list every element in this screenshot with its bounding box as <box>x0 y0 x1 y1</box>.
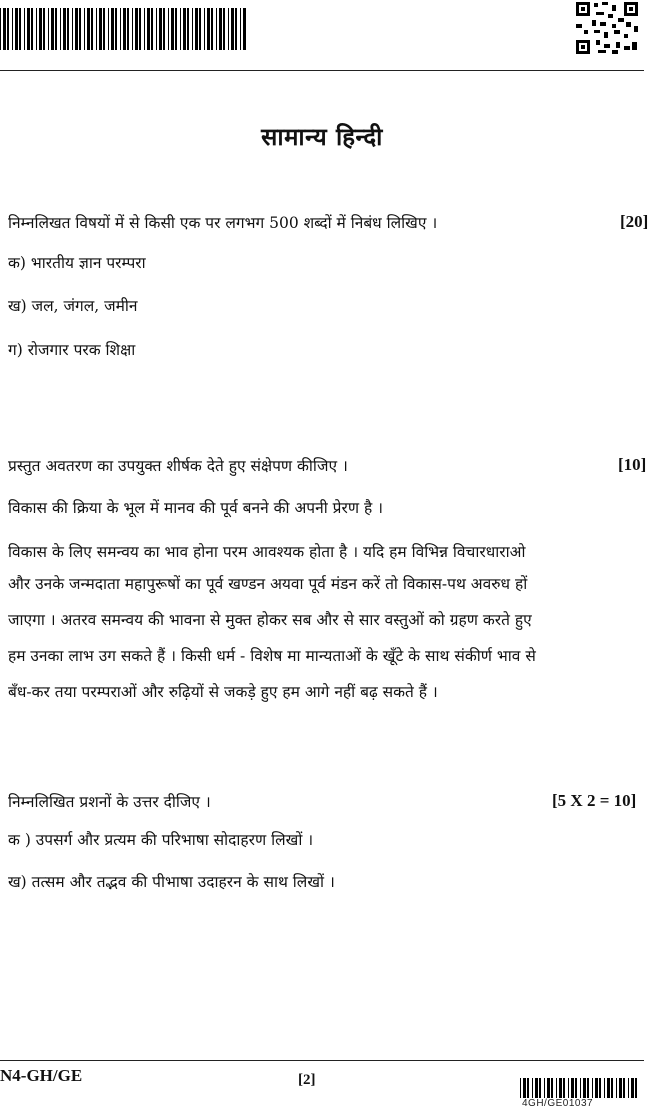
question-1-option: क) भारतीय ज्ञान परम्परा <box>8 254 146 272</box>
top-barcode <box>0 8 250 50</box>
question-2-prompt: प्रस्तुत अवतरण का उपयुक्त शीर्षक देते हुए संक्षेपण कीजिए । <box>8 457 348 475</box>
barcode-text: 4GH/GE01037 <box>522 1098 594 1109</box>
page-number: [2] <box>298 1072 316 1088</box>
passage-line: बँध-कर तया परम्पराओं और रुढ़ियों से जकड़े हुए हम आगे नहीं बढ़ सकते हैं । <box>8 683 438 701</box>
question-1-prompt: निम्नलिखत विषयों में से किसी एक पर लगभग 500 शब्दों में निबंध लिखिए । <box>8 214 438 232</box>
bottom-barcode <box>520 1078 642 1098</box>
question-3-marks: [5 X 2 = 10] <box>552 791 637 810</box>
passage-line: और उनके जन्मदाता महापुरूषों का पूर्व खण्डन अयवा पूर्व मंडन करें तो विकास-पथ अवरुध हों <box>8 575 528 593</box>
paper-code: N4-GH/GE <box>0 1066 83 1085</box>
passage-line: विकास के लिए समन्वय का भाव होना परम आवश्यक होता है । यदि हम विभिन्न विचारधाराओ <box>8 543 526 561</box>
question-1-option: ख) जल, जंगल, जमीन <box>8 297 138 315</box>
passage-line: जाएगा । अतरव समन्वय की भावना से मुक्त होकर सब और से सार वस्तुओं को ग्रहण करते हुए <box>8 611 532 629</box>
header-divider <box>0 70 644 71</box>
question-3-item: क ) उपसर्ग और प्रत्यम की परिभाषा सोदाहरण लिखों । <box>8 831 314 849</box>
footer-divider <box>0 1060 644 1061</box>
question-1-marks: [20] <box>620 212 648 231</box>
question-3-prompt: निम्नलिखित प्रशनों के उत्तर दीजिए । <box>8 793 211 811</box>
page-title: सामान्य हिन्दी <box>261 122 383 151</box>
question-3-item: ख) तत्सम और तद्भव की पीभाषा उदाहरन के साथ लिखों । <box>8 873 335 891</box>
question-2-marks: [10] <box>618 455 647 474</box>
passage-line: विकास की क्रिया के भूल में मानव की पूर्व बनने की अपनी प्रेरण है । <box>8 499 383 517</box>
passage-line: हम उनका लाभ उग सकते हैं । किसी धर्म - विशेष मा मान्यताओं के खूँटे के साथ संकीर्ण भाव से <box>8 647 536 665</box>
question-1-option: ग) रोजगार परक शिक्षा <box>8 341 136 359</box>
qr-code <box>574 0 640 56</box>
